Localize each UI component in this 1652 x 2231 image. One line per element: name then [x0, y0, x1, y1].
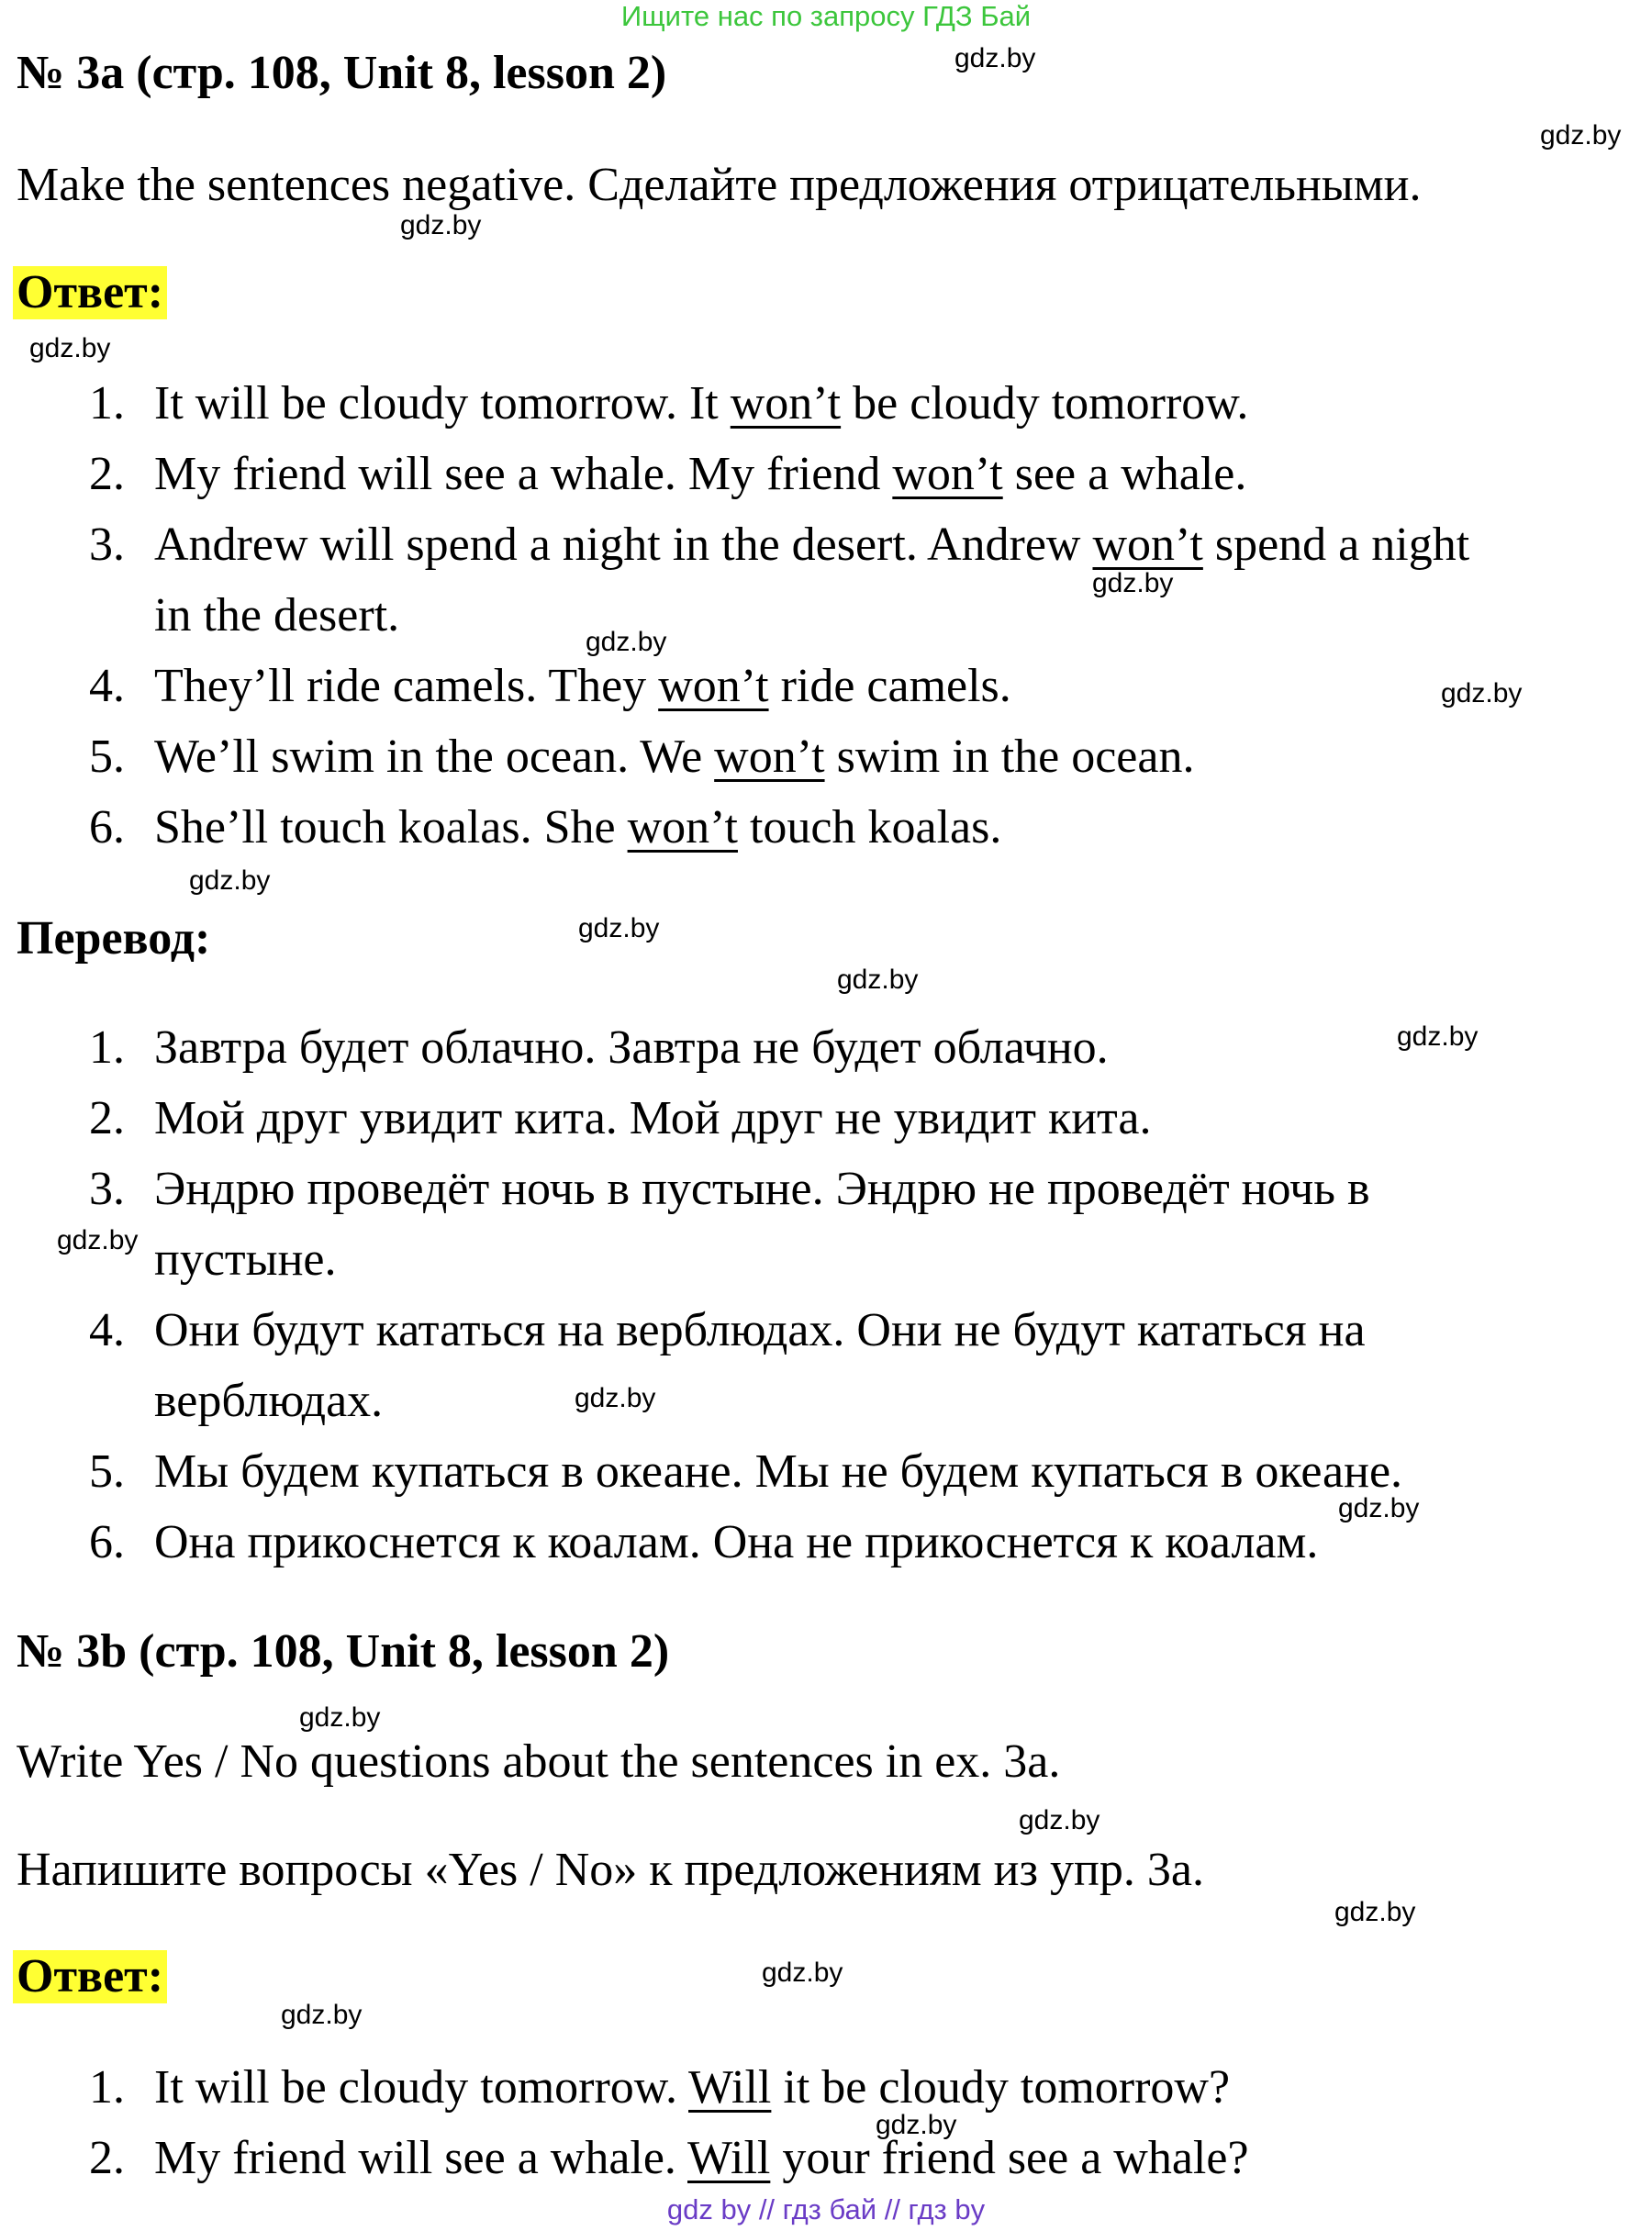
ex3a-item-4: They’ll ride camels. They won’t ride camels.: [154, 660, 1011, 712]
watermark: gdz.by: [762, 1958, 843, 1988]
footer-links[interactable]: gdz by // гдз бай // гдз by: [666, 2193, 986, 2225]
translation-item-3: Эндрю проведёт ночь в пустыне. Эндрю не проведёт ночь в: [154, 1163, 1370, 1215]
watermark: gdz.by: [1338, 1493, 1420, 1523]
translation-num: 3.: [89, 1163, 125, 1215]
ex3a-item-6: She’ll touch koalas. She won’t touch koalas.: [154, 801, 1002, 853]
translation-item-4-cont: верблюдах.: [154, 1375, 384, 1427]
translation-num: 4.: [89, 1304, 125, 1356]
ex3a-title: № 3a (стр. 108, Unit 8, lesson 2): [17, 47, 667, 99]
watermark: gdz.by: [29, 333, 111, 363]
watermark: gdz.by: [299, 1702, 381, 1733]
ex3b-item-num: 1.: [89, 2061, 125, 2114]
watermark: gdz.by: [400, 210, 482, 240]
translation-item-5: Мы будем купаться в океане. Мы не будем купаться в океане.: [154, 1445, 1403, 1498]
ex3a-item-3-cont: in the desert.: [154, 589, 400, 641]
ex3a-item-5: We’ll swim in the ocean. We won’t swim in the ocean.: [154, 731, 1195, 783]
ex3a-instruction: Make the sentences negative. Сделайте предложения отрицательными.: [17, 159, 1422, 211]
ex3b-item-2: My friend will see a whale. Will your friend see a whale?: [154, 2132, 1249, 2184]
top-banner[interactable]: Ищите нас по запросу ГДЗ Бай: [620, 0, 1032, 32]
ex3a-item-num: 2.: [89, 448, 125, 500]
ex3a-item-num: 4.: [89, 660, 125, 712]
watermark: gdz.by: [954, 43, 1036, 73]
ex3a-item-num: 3.: [89, 519, 125, 571]
translation-item-6: Она прикоснется к коалам. Она не прикоснется к коалам.: [154, 1516, 1319, 1568]
translation-item-2: Мой друг увидит кита. Мой друг не увидит кита.: [154, 1092, 1152, 1144]
watermark: gdz.by: [837, 965, 919, 995]
ex3b-title: № 3b (стр. 108, Unit 8, lesson 2): [17, 1625, 670, 1678]
watermark: gdz.by: [586, 627, 667, 657]
watermark: gdz.by: [575, 1383, 656, 1413]
ex3a-translation-label: Перевод:: [17, 912, 211, 965]
ex3a-item-num: 6.: [89, 801, 125, 853]
translation-item-4: Они будут кататься на верблюдах. Они не будут кататься на: [154, 1304, 1366, 1356]
ex3a-item-2: My friend will see a whale. My friend won’t see a whale.: [154, 448, 1247, 500]
watermark: gdz.by: [1334, 1897, 1416, 1927]
ex3a-answer-label: Ответ:: [13, 266, 167, 319]
watermark: gdz.by: [1092, 568, 1174, 598]
watermark: gdz.by: [1441, 678, 1523, 708]
watermark: gdz.by: [57, 1225, 139, 1255]
watermark: gdz.by: [281, 2000, 363, 2030]
translation-num: 2.: [89, 1092, 125, 1144]
watermark: gdz.by: [578, 913, 660, 943]
ex3a-item-num: 1.: [89, 377, 125, 429]
ex3b-item-1: It will be cloudy tomorrow. Will it be cloudy tomorrow?: [154, 2061, 1231, 2114]
ex3a-item-num: 5.: [89, 731, 125, 783]
ex3b-answer-label: Ответ:: [13, 1950, 167, 2003]
watermark: gdz.by: [1397, 1021, 1479, 1052]
ex3b-instruction-en: Write Yes / No questions about the sentences in ex. 3a.: [17, 1735, 1061, 1788]
ex3b-item-num: 2.: [89, 2132, 125, 2184]
ex3b-instruction-ru: Напишите вопросы «Yes / No» к предложениям из упр. 3a.: [17, 1844, 1204, 1896]
watermark: gdz.by: [1019, 1805, 1100, 1835]
translation-num: 6.: [89, 1516, 125, 1568]
translation-item-3-cont: пустыне.: [154, 1233, 337, 1286]
translation-item-1: Завтра будет облачно. Завтра не будет облачно.: [154, 1021, 1109, 1074]
watermark: gdz.by: [189, 865, 271, 896]
ex3a-item-1: It will be cloudy tomorrow. It won’t be cloudy tomorrow.: [154, 377, 1249, 429]
translation-num: 5.: [89, 1445, 125, 1498]
watermark: gdz.by: [1540, 120, 1622, 151]
ex3a-item-3: Andrew will spend a night in the desert. Andrew won’t spend a night: [154, 519, 1470, 571]
translation-num: 1.: [89, 1021, 125, 1074]
watermark: gdz.by: [876, 2110, 957, 2140]
